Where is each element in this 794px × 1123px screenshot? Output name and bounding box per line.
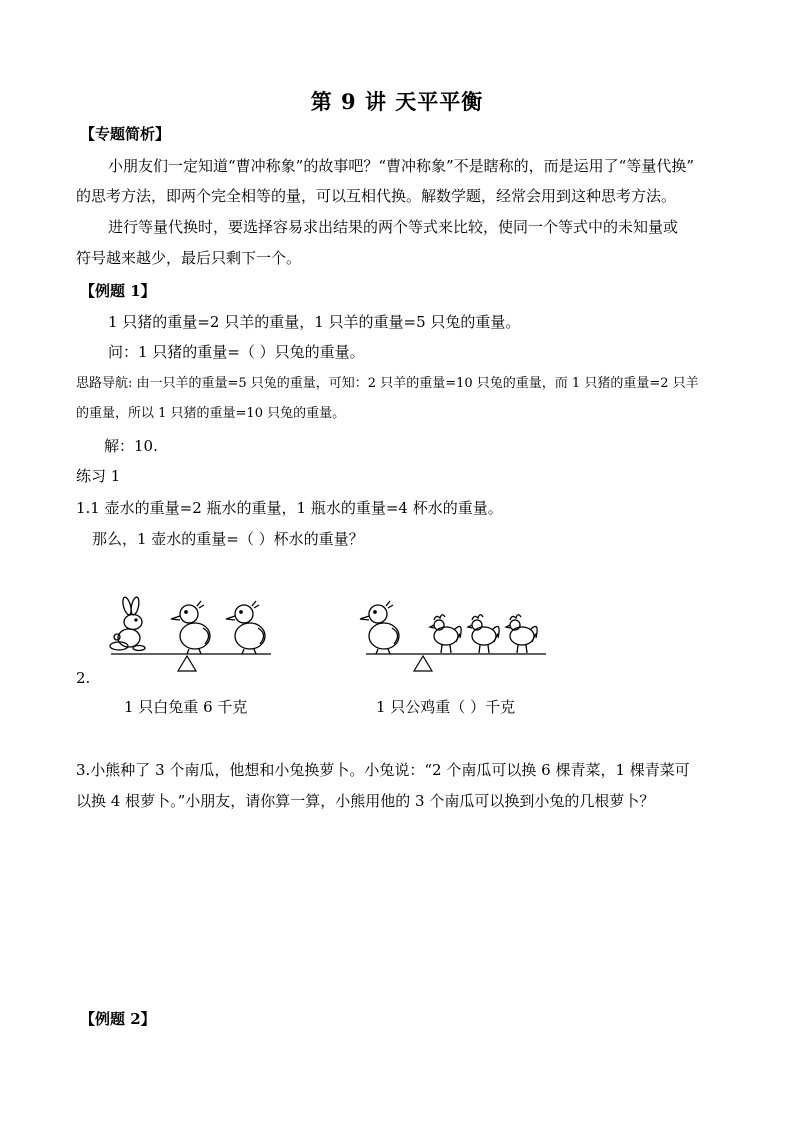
practice1-q2-left-caption: 1 只白兔重 6 千克	[124, 698, 248, 716]
example1-heading: 【例题 1】	[80, 282, 156, 300]
example1-answer: 解：10.	[104, 437, 158, 455]
example1-question: 问：1 只猪的重量=（ ）只兔的重量。	[108, 343, 365, 361]
practice1-q1-line2: 那么，1 壶水的重量=（ ）杯水的重量？	[92, 530, 364, 548]
example1-statement: 1 只猪的重量=2 只羊的重量，1 只羊的重量=5 只兔的重量。	[108, 313, 521, 331]
practice1-heading: 练习 1	[76, 467, 121, 485]
duck-icon	[226, 601, 265, 654]
intro-heading: 【专题简析】	[80, 125, 171, 143]
example1-hint-line1: 思路导航: 由一只羊的重量=5 只兔的重量，可知：2 只羊的重量=10 只兔的重量，而 1 只猪的重量=2 只羊	[76, 376, 699, 391]
rooster-icon	[430, 615, 461, 653]
practice1-q2-right-caption: 1 只公鸡重（ ）千克	[376, 698, 516, 716]
intro-paragraph1-line1: 小朋友们一定知道“曹冲称象”的故事吧？“曹冲称象”不是瞎称的，而是运用了“等量代换”	[108, 157, 695, 175]
rooster-icon	[506, 615, 537, 653]
intro-paragraph1-line2: 的思考方法，即两个完全相等的量，可以互相代换。解数学题，经常会用到这种思考方法。	[76, 187, 677, 205]
duck-icon	[171, 601, 210, 654]
page-title: 第 9 讲 天平平衡	[310, 89, 484, 114]
practice1-q2-number: 2.	[76, 669, 91, 687]
example1-hint-line2: 的重量，所以 1 只猪的重量=10 只兔的重量。	[76, 406, 346, 421]
practice1-q3-line1: 3.小熊种了 3 个南瓜，他想和小兔换萝卜。小兔说：“2 个南瓜可以换 6 棵青菜，1 棵青菜可	[76, 761, 690, 779]
balance-left-illustration	[105, 598, 275, 674]
rabbit-icon	[110, 596, 145, 650]
intro-paragraph2-line2: 符号越来越少，最后只剩下一个。	[76, 249, 302, 267]
intro-paragraph2-line1: 进行等量代换时，要选择容易求出结果的两个等式来比较，使同一个等式中的未知量或	[108, 218, 679, 236]
duck-icon	[360, 601, 399, 654]
practice1-q3-line2: 以换 4 根萝卜。”小朋友，请你算一算，小熊用他的 3 个南瓜可以换到小兔的几根萝卜？	[76, 792, 655, 810]
rooster-icon	[468, 615, 499, 653]
example2-heading: 【例题 2】	[80, 1010, 156, 1028]
practice1-q1-line1: 1.1 壶水的重量=2 瓶水的重量，1 瓶水的重量=4 杯水的重量。	[76, 499, 503, 517]
balance-right-illustration	[350, 598, 550, 674]
